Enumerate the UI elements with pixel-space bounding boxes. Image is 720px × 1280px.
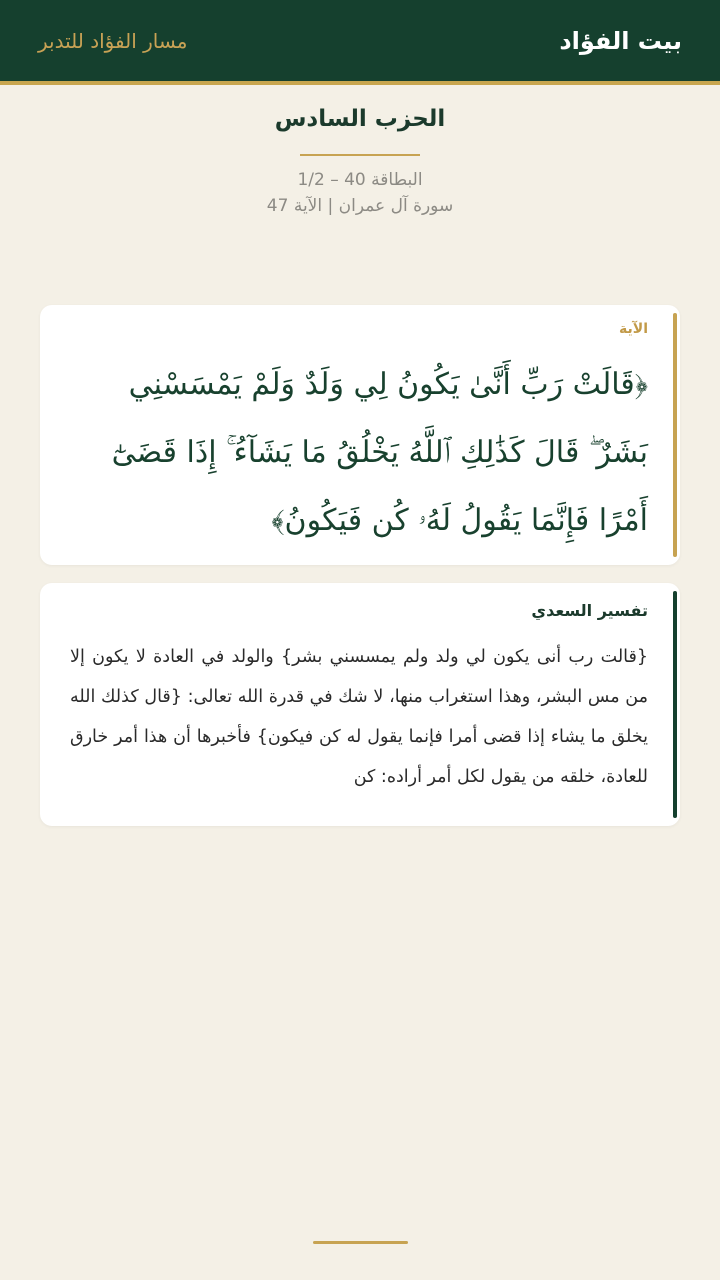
surah-reference: سورة آل عمران | الآية 47 (266, 196, 454, 216)
section-header (0, 100, 720, 216)
top-app-bar (0, 0, 720, 85)
tafsir-accent-bar (673, 591, 677, 818)
verse-card (40, 305, 680, 565)
title-divider (300, 154, 420, 156)
app-title: بيت الفؤاد (559, 26, 682, 55)
verse-accent-bar (673, 313, 677, 557)
page-title: الحزب السادس (274, 106, 446, 132)
tafsir-text: {قالت رب أنى يكون لي ولد ولم يمسسني بشر} والولد في العادة لا يكون إلا من مس البشر، وهذا استغراب منها، لا شك في قدرة الله تعالى: {قال كذلك الله يخلق ما يشاء إذا قضى أمرا فإنما يقول له كن فيكون} فأخبرها أن هذا أمر خارق للعادة، خلقه من يقول لكل أمر أراده: كن (70, 647, 648, 787)
path-link[interactable]: مسار الفؤاد للتدبر (38, 28, 188, 53)
home-indicator[interactable] (313, 1241, 408, 1244)
tafsir-label: تفسير السعدي (531, 601, 648, 620)
verse-text: ﴿قَالَتْ رَبِّ أَنَّىٰ يَكُونُ لِي وَلَدٌ وَلَمْ يَمْسَسْنِي بَشَرٌ ۖ قَالَ كَذَٰلِكِ ٱللَّهُ يَخْلُقُ مَا يَشَآءُ ۚ إِذَا قَضَىٰٓ أَمْرًا فَإِنَّمَا يَقُولُ لَهُۥ كُن فَيَكُونُ﴾ (111, 367, 648, 538)
verse-label: الآية (619, 321, 648, 337)
tafsir-card (40, 583, 680, 826)
card-counter: البطاقة 40 – 1/2 (297, 170, 423, 190)
